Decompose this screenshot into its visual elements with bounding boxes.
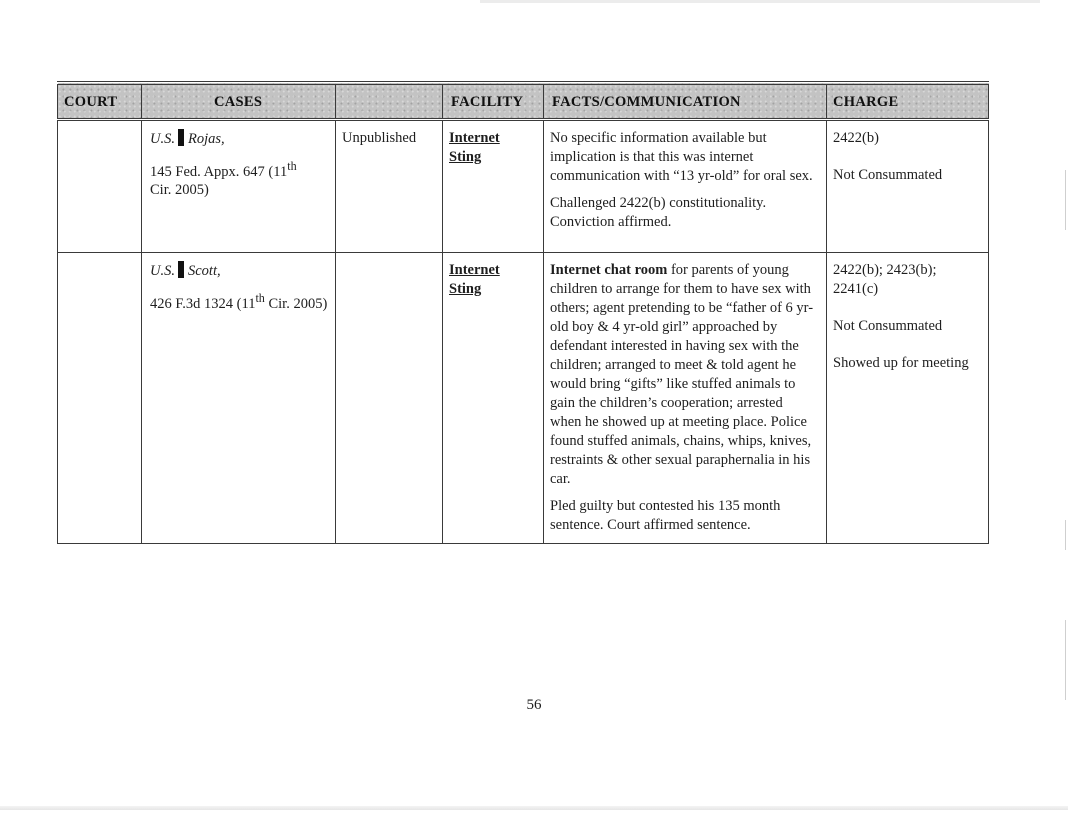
facts-cell [544, 119, 827, 252]
charge-cell [827, 119, 989, 252]
facility-cell [443, 119, 544, 252]
charge-status: Not Consummated [833, 166, 943, 183]
citation-superscript: th [255, 290, 265, 305]
facts-emphasis: Internet chat room [550, 261, 668, 278]
redaction-bar [178, 261, 184, 278]
scan-mark [1065, 520, 1066, 550]
case-cell [142, 252, 336, 543]
facility-label: Internet [449, 129, 500, 146]
scan-mark [1065, 620, 1066, 700]
page-number: 56 [526, 697, 542, 713]
scan-edge-top [480, 0, 1040, 3]
header-facts: FACTS/COMMUNICATION [544, 83, 827, 119]
table-row [58, 119, 989, 252]
header-status [336, 83, 443, 119]
court-cell [58, 119, 142, 252]
case-party: Rojas, [187, 130, 225, 147]
citation-superscript: th [287, 158, 297, 173]
case-prefix: U.S. [150, 130, 175, 147]
scan-mark [1065, 170, 1066, 230]
facts-outcome: Pled guilty but contested his 135 month sentence. Court affirmed sentence. [550, 497, 781, 533]
table-header-row [58, 83, 989, 119]
table-row [58, 252, 989, 543]
status-cell: Unpublished [336, 119, 443, 252]
facts-cell [544, 252, 827, 543]
charge-cell [827, 252, 989, 543]
facility-label: Sting [449, 148, 482, 165]
citation-tail: Cir. 2005) [150, 182, 209, 199]
case-prefix: U.S. [150, 262, 175, 279]
scan-edge-bottom [0, 806, 1068, 810]
header-facility: FACILITY [443, 83, 544, 119]
case-citation: 145 Fed. Appx. 647 (11 [150, 163, 288, 180]
status-cell [336, 252, 443, 543]
facility-label: Internet [449, 261, 500, 278]
header-charge: CHARGE [827, 83, 989, 119]
case-citation: 426 F.3d 1324 (11 [150, 295, 256, 312]
facts-outcome: Challenged 2422(b) constitutionality. Conviction affirmed. [550, 194, 767, 230]
case-party: Scott, [187, 262, 221, 279]
citation-tail: Cir. 2005) [268, 295, 328, 312]
charge-code: 2422(b); 2423(b); 2241(c) [833, 261, 937, 297]
charge-code: 2422(b) [833, 129, 879, 146]
header-court: COURT [58, 83, 142, 119]
case-cell [142, 119, 336, 252]
facts-text: No specific information available but implication is that this was internet communication with “13 yr-old” for oral sex. [550, 129, 813, 184]
header-cases: CASES [142, 83, 336, 119]
court-cell [58, 252, 142, 543]
charge-note: Showed up for meeting [833, 354, 969, 371]
case-table [57, 81, 989, 544]
facility-cell [443, 252, 544, 543]
facility-label: Sting [449, 280, 482, 297]
facts-text: for parents of young children to arrange for them to have sex with others; agent pretending to be “father of 6 yr-old boy & 4 yr-old girl” approached by defendant interested in having sex with the children; arranged to meet & told agent he would bring “gifts” like stuffed animals to gain the children’s cooperation; arrested when he showed up at meeting place. Police found stuffed animals, chains, whips, knives, restraints & other sexual paraphernalia in his car. [550, 261, 814, 487]
redaction-bar [178, 129, 184, 146]
charge-status: Not Consummated [833, 317, 943, 334]
